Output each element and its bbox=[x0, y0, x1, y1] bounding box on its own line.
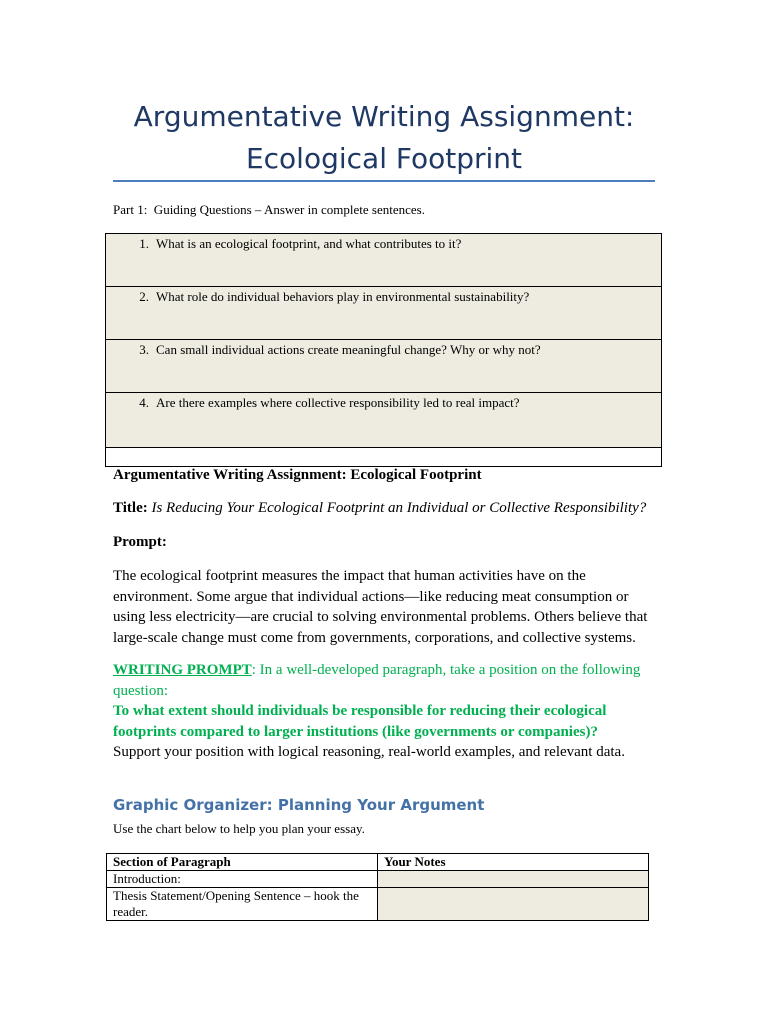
page-title bbox=[113, 96, 655, 180]
question-text: What is an ecological footprint, and what contributes to it? bbox=[156, 236, 462, 251]
notes-cell[interactable] bbox=[378, 871, 649, 888]
planning-row bbox=[107, 888, 649, 921]
notes-cell[interactable] bbox=[378, 888, 649, 921]
organizer-heading: Graphic Organizer: Planning Your Argument bbox=[113, 796, 485, 814]
writing-prompt-block bbox=[113, 660, 658, 763]
blank-row bbox=[106, 448, 662, 467]
column-header-notes: Your Notes bbox=[378, 854, 649, 871]
question-row bbox=[106, 340, 662, 393]
question-cell-1[interactable] bbox=[106, 234, 662, 287]
question-cell-3[interactable] bbox=[106, 340, 662, 393]
question-number: 1. bbox=[139, 236, 149, 251]
title-label: Title: bbox=[113, 500, 148, 516]
blank-cell bbox=[106, 448, 662, 467]
writing-prompt-colon: : bbox=[251, 662, 256, 678]
question-text: Are there examples where collective responsibility led to real impact? bbox=[156, 395, 520, 410]
title-text: Is Reducing Your Ecological Footprint an Individual or Collective Responsibility? bbox=[151, 500, 647, 516]
column-header-section: Section of Paragraph bbox=[107, 854, 378, 871]
question-number: 4. bbox=[139, 395, 149, 410]
question-row bbox=[106, 234, 662, 287]
writing-prompt-intro: In a well-developed paragraph, take a position on the following question: bbox=[113, 662, 641, 699]
section-cell: Introduction: bbox=[107, 871, 378, 888]
prompt-label: Prompt: bbox=[113, 534, 167, 550]
question-number: 2. bbox=[139, 289, 149, 304]
part1-instruction: Part 1: Guiding Questions – Answer in complete sentences. bbox=[113, 202, 425, 217]
question-row bbox=[106, 393, 662, 448]
page-title-line-2: Ecological Footprint bbox=[245, 142, 523, 175]
question-cell-2[interactable] bbox=[106, 287, 662, 340]
section-cell: Thesis Statement/Opening Sentence – hook the reader. bbox=[107, 888, 378, 921]
planning-row bbox=[107, 871, 649, 888]
question-text: What role do individual behaviors play in environmental sustainability? bbox=[156, 289, 530, 304]
assignment-title bbox=[113, 500, 646, 517]
prompt-paragraph: The ecological footprint measures the impact that human activities have on the environment. Some argue that individual actions—like reducing meat consumption or using less electricity—are crucial to solving environmental problems. Others believe that large-scale change must come from governments, corporations, and collective systems. bbox=[113, 568, 648, 646]
guiding-questions-table bbox=[105, 233, 662, 467]
question-text: Can small individual actions create meaningful change? Why or why not? bbox=[156, 342, 541, 357]
question-row bbox=[106, 287, 662, 340]
question-cell-4[interactable] bbox=[106, 393, 662, 448]
writing-prompt-label: WRITING PROMPT bbox=[113, 662, 252, 678]
planning-header-row bbox=[107, 854, 649, 871]
page-title-line-1: Argumentative Writing Assignment: bbox=[133, 100, 635, 133]
title-divider bbox=[113, 180, 655, 182]
writing-prompt-question: To what extent should individuals be responsible for reducing their ecological footprints compared to larger institutions (like governments or companies)? bbox=[113, 703, 607, 740]
organizer-subtext: Use the chart below to help you plan your essay. bbox=[113, 821, 365, 836]
question-number: 3. bbox=[139, 342, 149, 357]
assignment-heading: Argumentative Writing Assignment: Ecological Footprint bbox=[113, 467, 482, 483]
writing-prompt-support: Support your position with logical reasoning, real-world examples, and relevant data. bbox=[113, 744, 625, 760]
planning-table bbox=[106, 853, 649, 921]
